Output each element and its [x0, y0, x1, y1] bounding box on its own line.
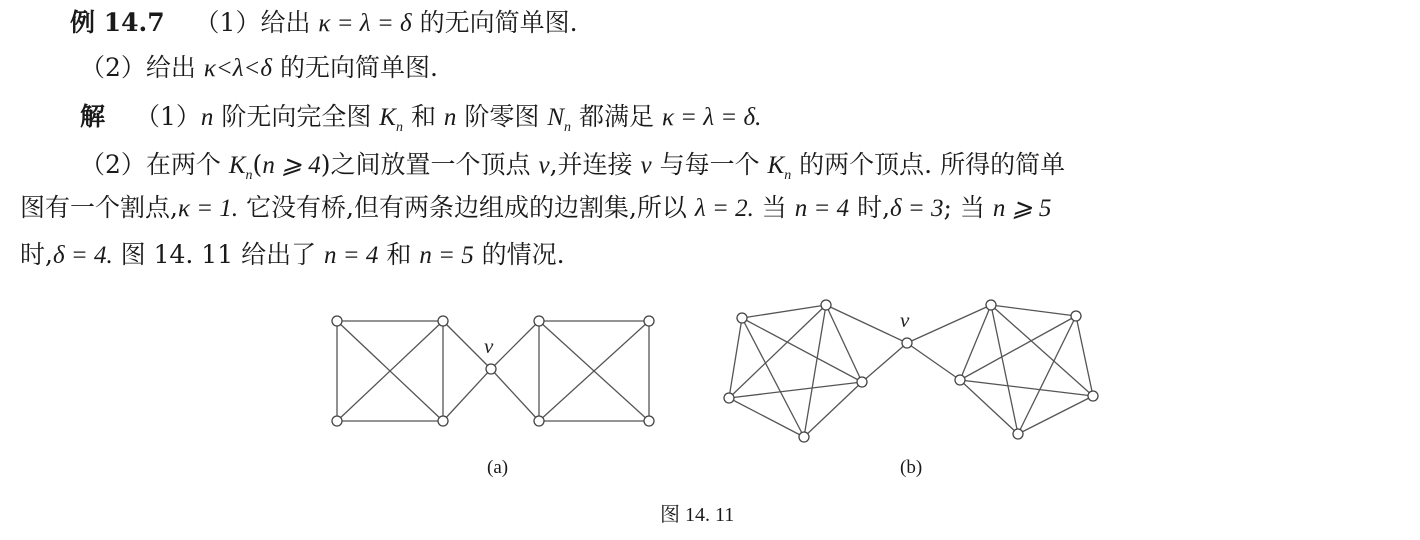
graph-edge	[491, 321, 539, 369]
graph-edge	[960, 380, 1093, 396]
text-figure-ref: 图 14. 11 给出了	[120, 240, 317, 269]
graph-edge	[443, 369, 491, 421]
graph-edge	[826, 305, 862, 382]
solution-label: 解	[80, 102, 106, 131]
graph-b-vertex	[955, 375, 965, 385]
math-lambda-2: λ = 2.	[694, 195, 754, 222]
graph-a-vertex	[534, 316, 544, 326]
math-n-geq-5: n ⩾ 5	[992, 195, 1052, 222]
graph-edge	[742, 305, 826, 318]
math-delta-4: δ = 4.	[52, 242, 113, 269]
vertex-label-v-a: v	[484, 334, 494, 358]
solution-part1-condition: κ = λ = δ.	[661, 104, 762, 131]
graph-b-vertex	[1088, 391, 1098, 401]
text-place-vertex: )之间放置一个顶点	[320, 150, 531, 179]
math-Nn: $N_n$	[547, 104, 572, 135]
graph-b-vertex	[986, 300, 996, 310]
math-n-eq-4-b: n = 4	[324, 242, 379, 269]
text-connect: ,并连接	[549, 150, 633, 179]
example-label: 例 14.7	[70, 8, 165, 37]
graph-a-vertex	[534, 416, 544, 426]
graph-edge	[804, 382, 862, 437]
graph-edge	[729, 398, 804, 437]
text-two-vertices: 的两个顶点. 所得的简单	[799, 150, 1066, 179]
math-kappa-1: κ = 1.	[177, 195, 239, 222]
math-v-1: v	[538, 152, 550, 179]
graph-edge	[907, 305, 991, 343]
text-and-2: 和	[386, 240, 412, 269]
text-and: 和	[410, 102, 436, 131]
text-cut-vertex: 图有一个割点,	[20, 193, 178, 222]
graph-b-vertex	[857, 377, 867, 387]
graph-a-vertex	[644, 316, 654, 326]
graph-a-cut-vertex	[486, 364, 496, 374]
subfigure-caption-a: (a)	[487, 457, 509, 478]
graph-a-vertex	[644, 416, 654, 426]
graph-edge	[1018, 396, 1093, 434]
text-cases: 的情况.	[481, 240, 565, 269]
text-no-bridge: 它没有桥,但有两条边组成的边割集,所以	[246, 193, 687, 222]
graph-edge	[862, 343, 907, 382]
graph-a-vertex	[332, 316, 342, 326]
part2-question-end: 的无向简单图.	[280, 53, 438, 82]
graph-vertices	[332, 300, 1098, 442]
text-time-1: 时,	[857, 193, 891, 222]
part2-condition: κ<λ<δ	[203, 55, 273, 82]
math-v-2: v	[640, 152, 652, 179]
graph-edge	[907, 343, 960, 380]
math-n-eq-4: n = 4	[794, 195, 850, 222]
graph-b-edges	[729, 305, 1093, 437]
graph-a-vertex	[438, 316, 448, 326]
paren-open: (	[252, 150, 263, 179]
solution-part1-number: （1）	[134, 102, 201, 131]
text-complete-graph: 阶无向完全图	[221, 102, 372, 131]
part1-condition: κ = λ = δ	[318, 10, 412, 37]
graph-b-cut-vertex	[902, 338, 912, 348]
math-Kn-2: $K_n$	[767, 152, 792, 183]
graph-b-vertex	[724, 393, 734, 403]
graph-edge	[991, 305, 1076, 316]
part1-question-start: （1）给出	[194, 8, 311, 37]
graph-b-vertex	[799, 432, 809, 442]
math-Kn-1: $K_n$	[228, 152, 253, 183]
text-null-graph: 阶零图	[464, 102, 540, 131]
math-delta-3: δ = 3	[890, 195, 944, 222]
graph-b-vertex	[1013, 429, 1023, 439]
graph-edge	[1076, 316, 1093, 396]
math-n: n	[200, 104, 214, 131]
subfigure-caption-b: (b)	[900, 457, 923, 478]
text-both-satisfy: 都满足	[578, 102, 654, 131]
text-between-two: （2）在两个	[80, 150, 221, 179]
graph-edge	[960, 380, 1018, 434]
part2-question-start: （2）给出	[80, 53, 196, 82]
math-Kn: $K_n$	[379, 104, 403, 135]
text-when-2: ; 当	[943, 193, 985, 222]
vertex-label-v-b: v	[900, 308, 910, 332]
graph-edge	[960, 316, 1076, 380]
math-n-2: n	[443, 104, 457, 131]
graph-edge	[991, 305, 1018, 434]
graph-b-vertex	[821, 300, 831, 310]
figure-caption: 图 14. 11	[660, 504, 735, 526]
graph-edge	[729, 382, 862, 398]
text-time-2: 时,	[20, 240, 53, 269]
graph-edge	[826, 305, 907, 343]
part1-question-end: 的无向简单图.	[419, 8, 578, 37]
graph-edge	[729, 318, 742, 398]
math-n-eq-5: n = 5	[419, 242, 474, 269]
graph-a-vertex	[332, 416, 342, 426]
graph-b-vertex	[1071, 311, 1081, 321]
graph-a-vertex	[438, 416, 448, 426]
graph-edge	[491, 369, 539, 421]
math-n-geq-4: n ⩾ 4	[262, 152, 321, 179]
graph-edge	[804, 305, 826, 437]
text-with-each: 与每一个	[659, 150, 760, 179]
graph-b-vertex	[737, 313, 747, 323]
text-when-1: 当	[761, 193, 787, 222]
graph-edge	[1018, 316, 1076, 434]
